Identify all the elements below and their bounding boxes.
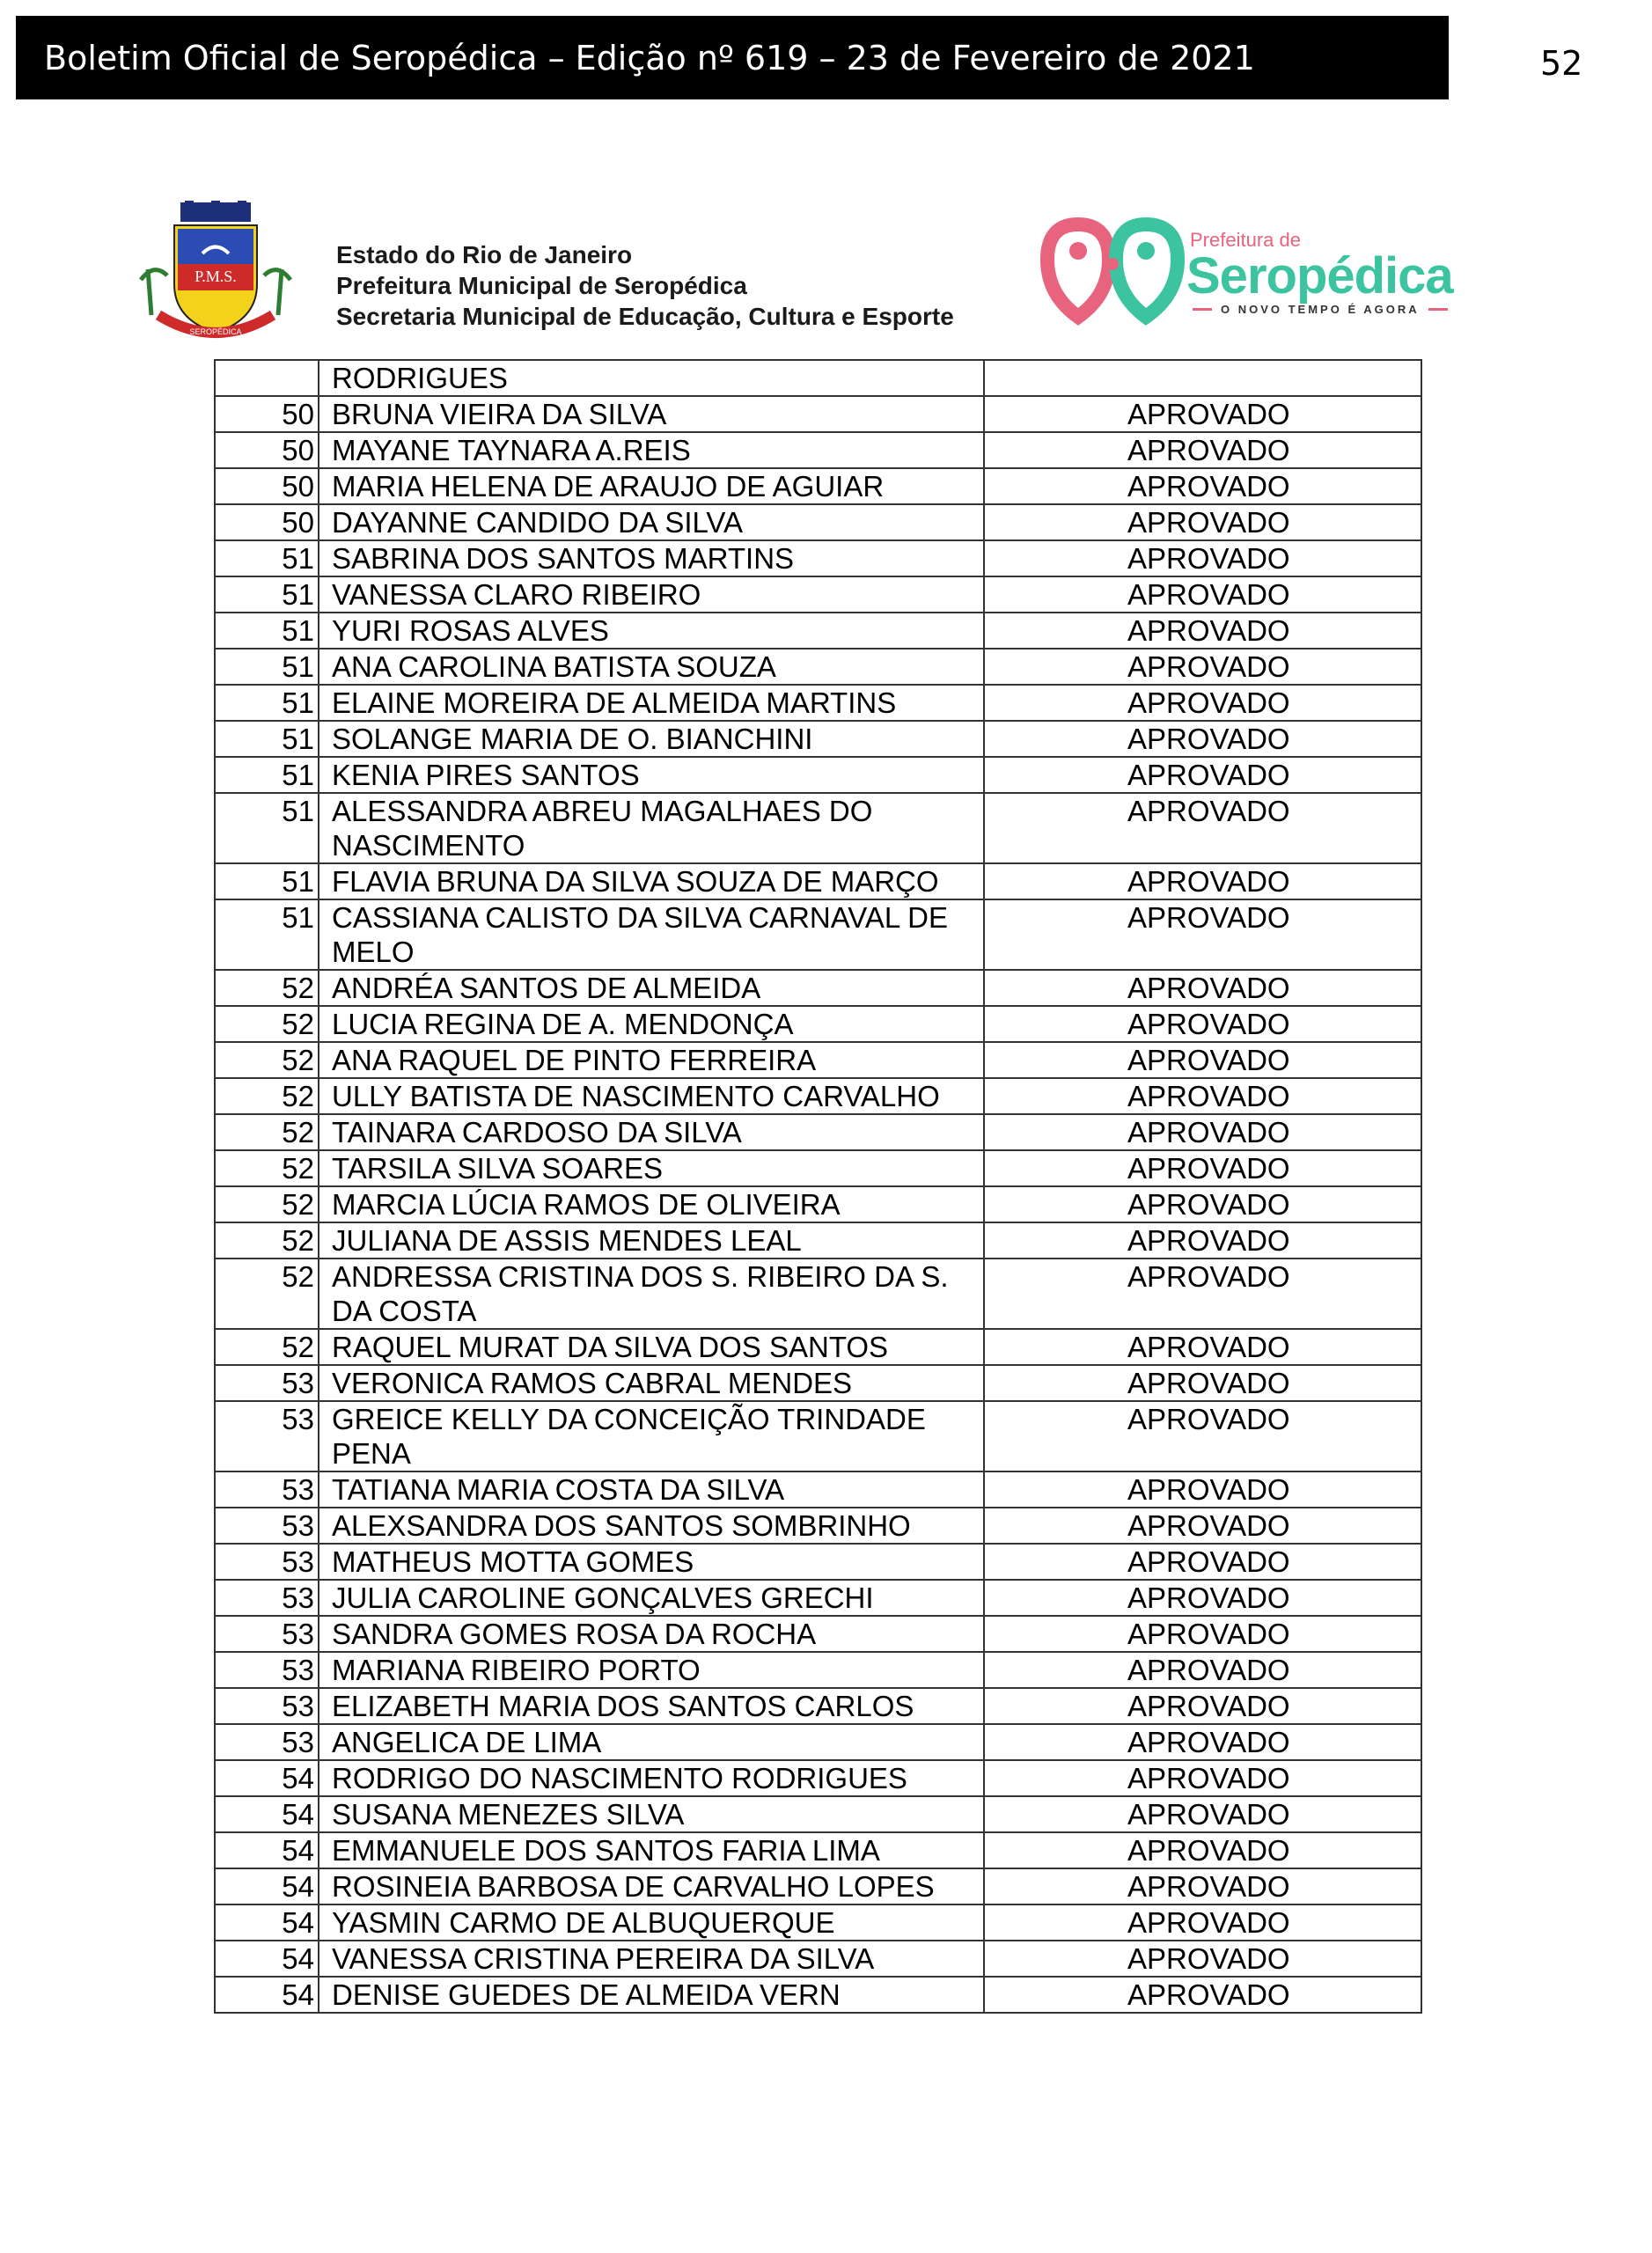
table-row <box>215 649 1421 685</box>
status-cell: APROVADO <box>984 504 1421 540</box>
table-row <box>215 504 1421 540</box>
candidate-name: FLAVIA BRUNA DA SILVA SOUZA DE MARÇO <box>319 863 984 899</box>
status-cell: APROVADO <box>984 1222 1421 1259</box>
status-cell: APROVADO <box>984 1544 1421 1580</box>
row-number: 53 <box>215 1365 319 1401</box>
candidate-name: SUSANA MENEZES SILVA <box>319 1796 984 1832</box>
crest-banner: SEROPÉDICA <box>189 327 242 336</box>
row-number <box>215 360 319 396</box>
row-number: 54 <box>215 1796 319 1832</box>
row-number: 52 <box>215 1150 319 1186</box>
row-number: 53 <box>215 1508 319 1544</box>
table-row <box>215 1796 1421 1832</box>
table-row <box>215 1941 1421 1977</box>
table-row <box>215 360 1421 396</box>
candidate-name: MATHEUS MOTTA GOMES <box>319 1544 984 1580</box>
status-cell: APROVADO <box>984 1006 1421 1042</box>
table-row <box>215 396 1421 432</box>
status-cell: APROVADO <box>984 1760 1421 1796</box>
status-cell: APROVADO <box>984 432 1421 468</box>
table-row <box>215 432 1421 468</box>
candidate-name: ANDRÉA SANTOS DE ALMEIDA <box>319 970 984 1006</box>
row-number: 54 <box>215 1941 319 1977</box>
table-row <box>215 793 1421 863</box>
table-row <box>215 1616 1421 1652</box>
status-cell: APROVADO <box>984 613 1421 649</box>
status-cell: APROVADO <box>984 721 1421 757</box>
candidate-name: ANDRESSA CRISTINA DOS S. RIBEIRO DA S. DA COSTA <box>319 1259 984 1329</box>
candidate-name: LUCIA REGINA DE A. MENDONÇA <box>319 1006 984 1042</box>
candidate-name: ANA CAROLINA BATISTA SOUZA <box>319 649 984 685</box>
status-cell: APROVADO <box>984 396 1421 432</box>
row-number: 51 <box>215 863 319 899</box>
table-row <box>215 1401 1421 1471</box>
candidate-name: RODRIGO DO NASCIMENTO RODRIGUES <box>319 1760 984 1796</box>
status-cell: APROVADO <box>984 1186 1421 1222</box>
candidate-name: ANA RAQUEL DE PINTO FERREIRA <box>319 1042 984 1078</box>
table-row <box>215 1904 1421 1941</box>
candidate-name: BRUNA VIEIRA DA SILVA <box>319 396 984 432</box>
table-row <box>215 1832 1421 1868</box>
status-cell: APROVADO <box>984 1042 1421 1078</box>
status-cell: APROVADO <box>984 540 1421 576</box>
candidate-name: ELAINE MOREIRA DE ALMEIDA MARTINS <box>319 685 984 721</box>
candidate-name: MAYANE TAYNARA A.REIS <box>319 432 984 468</box>
table-row <box>215 540 1421 576</box>
row-number: 51 <box>215 540 319 576</box>
bulletin-title: Boletim Oficial de Seropédica – Edição nº 619 – 23 de Fevereiro de 2021 <box>44 38 1255 77</box>
table-row <box>215 1471 1421 1508</box>
logo-slogan-text: O NOVO TEMPO É AGORA <box>1221 303 1420 316</box>
table-row <box>215 1329 1421 1365</box>
org-secretaria: Secretaria Municipal de Educação, Cultura e Esporte <box>336 303 954 330</box>
candidate-name: SABRINA DOS SANTOS MARTINS <box>319 540 984 576</box>
table-row <box>215 1365 1421 1401</box>
status-cell: APROVADO <box>984 685 1421 721</box>
status-cell: APROVADO <box>984 899 1421 970</box>
status-cell: APROVADO <box>984 757 1421 793</box>
row-number: 52 <box>215 1042 319 1078</box>
row-number: 53 <box>215 1580 319 1616</box>
status-cell: APROVADO <box>984 576 1421 613</box>
table-row <box>215 1150 1421 1186</box>
status-cell: APROVADO <box>984 649 1421 685</box>
table-row <box>215 721 1421 757</box>
row-number: 53 <box>215 1401 319 1471</box>
status-cell: APROVADO <box>984 468 1421 504</box>
candidate-name: RODRIGUES <box>319 360 984 396</box>
table-row <box>215 1078 1421 1114</box>
candidate-name: ALESSANDRA ABREU MAGALHAES DO NASCIMENTO <box>319 793 984 863</box>
row-number: 52 <box>215 970 319 1006</box>
row-number: 52 <box>215 1329 319 1365</box>
row-number: 50 <box>215 468 319 504</box>
candidate-name: VERONICA RAMOS CABRAL MENDES <box>319 1365 984 1401</box>
status-cell: APROVADO <box>984 1471 1421 1508</box>
row-number: 51 <box>215 793 319 863</box>
table-row <box>215 1114 1421 1150</box>
candidate-name: ELIZABETH MARIA DOS SANTOS CARLOS <box>319 1688 984 1724</box>
candidate-name: MARIA HELENA DE ARAUJO DE AGUIAR <box>319 468 984 504</box>
logo-slogan <box>1193 303 1448 316</box>
row-number: 53 <box>215 1688 319 1724</box>
table-row <box>215 1042 1421 1078</box>
status-cell: APROVADO <box>984 1078 1421 1114</box>
table-row <box>215 1508 1421 1544</box>
row-number: 53 <box>215 1652 319 1688</box>
candidate-name: ANGELICA DE LIMA <box>319 1724 984 1760</box>
prefeitura-logo-icon <box>1039 216 1188 326</box>
table-row <box>215 576 1421 613</box>
candidate-name: JULIANA DE ASSIS MENDES LEAL <box>319 1222 984 1259</box>
table-row <box>215 1688 1421 1724</box>
logo-seropedica: Seropédica <box>1186 247 1453 305</box>
status-cell: APROVADO <box>984 1832 1421 1868</box>
status-cell: APROVADO <box>984 1868 1421 1904</box>
candidate-name: VANESSA CRISTINA PEREIRA DA SILVA <box>319 1941 984 1977</box>
row-number: 51 <box>215 576 319 613</box>
status-cell: APROVADO <box>984 1616 1421 1652</box>
logo-prefeitura-de: Prefeitura de <box>1190 229 1301 251</box>
row-number: 53 <box>215 1471 319 1508</box>
row-number: 51 <box>215 721 319 757</box>
row-number: 50 <box>215 432 319 468</box>
row-number: 53 <box>215 1616 319 1652</box>
org-prefeitura: Prefeitura Municipal de Seropédica <box>336 272 747 299</box>
table-row <box>215 757 1421 793</box>
row-number: 52 <box>215 1078 319 1114</box>
status-cell: APROVADO <box>984 1977 1421 2013</box>
table-row <box>215 970 1421 1006</box>
table-row <box>215 1652 1421 1688</box>
bulletin-header-bar <box>16 16 1449 99</box>
candidate-name: YURI ROSAS ALVES <box>319 613 984 649</box>
status-cell: APROVADO <box>984 793 1421 863</box>
status-cell: APROVADO <box>984 1365 1421 1401</box>
candidate-name: YASMIN CARMO DE ALBUQUERQUE <box>319 1904 984 1941</box>
table-row <box>215 1977 1421 2013</box>
row-number: 51 <box>215 899 319 970</box>
status-cell: APROVADO <box>984 1796 1421 1832</box>
candidate-name: RAQUEL MURAT DA SILVA DOS SANTOS <box>319 1329 984 1365</box>
status-cell: APROVADO <box>984 1259 1421 1329</box>
status-cell: APROVADO <box>984 1688 1421 1724</box>
table-row <box>215 1006 1421 1042</box>
candidate-name: MARCIA LÚCIA RAMOS DE OLIVEIRA <box>319 1186 984 1222</box>
row-number: 54 <box>215 1760 319 1796</box>
row-number: 52 <box>215 1259 319 1329</box>
table-row <box>215 1544 1421 1580</box>
row-number: 52 <box>215 1186 319 1222</box>
table-row <box>215 1868 1421 1904</box>
row-number: 54 <box>215 1904 319 1941</box>
municipal-crest-icon <box>132 201 299 350</box>
status-cell: APROVADO <box>984 1150 1421 1186</box>
row-number: 53 <box>215 1544 319 1580</box>
table-row <box>215 468 1421 504</box>
table-row <box>215 1186 1421 1222</box>
status-cell: APROVADO <box>984 1401 1421 1471</box>
row-number: 51 <box>215 685 319 721</box>
row-number: 54 <box>215 1832 319 1868</box>
candidate-name: SOLANGE MARIA DE O. BIANCHINI <box>319 721 984 757</box>
candidate-name: JULIA CAROLINE GONÇALVES GRECHI <box>319 1580 984 1616</box>
results-table <box>214 359 1422 2014</box>
row-number: 52 <box>215 1006 319 1042</box>
row-number: 52 <box>215 1222 319 1259</box>
row-number: 54 <box>215 1868 319 1904</box>
table-row <box>215 685 1421 721</box>
page-number: 52 <box>1540 44 1583 83</box>
candidate-name: DENISE GUEDES DE ALMEIDA VERN <box>319 1977 984 2013</box>
candidate-name: TARSILA SILVA SOARES <box>319 1150 984 1186</box>
candidate-name: ROSINEIA BARBOSA DE CARVALHO LOPES <box>319 1868 984 1904</box>
table-row <box>215 899 1421 970</box>
candidate-name: MARIANA RIBEIRO PORTO <box>319 1652 984 1688</box>
table-row <box>215 1760 1421 1796</box>
table-row <box>215 1222 1421 1259</box>
status-cell: APROVADO <box>984 1652 1421 1688</box>
status-cell: APROVADO <box>984 970 1421 1006</box>
row-number: 52 <box>215 1114 319 1150</box>
status-cell: APROVADO <box>984 1580 1421 1616</box>
candidate-name: GREICE KELLY DA CONCEIÇÃO TRINDADE PENA <box>319 1401 984 1471</box>
row-number: 50 <box>215 396 319 432</box>
status-cell: APROVADO <box>984 1941 1421 1977</box>
candidate-name: ALEXSANDRA DOS SANTOS SOMBRINHO <box>319 1508 984 1544</box>
table-row <box>215 1580 1421 1616</box>
status-cell <box>984 360 1421 396</box>
status-cell: APROVADO <box>984 1904 1421 1941</box>
table-row <box>215 863 1421 899</box>
status-cell: APROVADO <box>984 1114 1421 1150</box>
candidate-name: DAYANNE CANDIDO DA SILVA <box>319 504 984 540</box>
candidate-name: SANDRA GOMES ROSA DA ROCHA <box>319 1616 984 1652</box>
status-cell: APROVADO <box>984 863 1421 899</box>
table-row <box>215 1724 1421 1760</box>
crest-label: P.M.S. <box>195 268 237 285</box>
row-number: 50 <box>215 504 319 540</box>
status-cell: APROVADO <box>984 1329 1421 1365</box>
status-cell: APROVADO <box>984 1724 1421 1760</box>
table-row <box>215 613 1421 649</box>
candidate-name: TATIANA MARIA COSTA DA SILVA <box>319 1471 984 1508</box>
row-number: 51 <box>215 757 319 793</box>
row-number: 54 <box>215 1977 319 2013</box>
candidate-name: ULLY BATISTA DE NASCIMENTO CARVALHO <box>319 1078 984 1114</box>
candidate-name: TAINARA CARDOSO DA SILVA <box>319 1114 984 1150</box>
candidate-name: EMMANUELE DOS SANTOS FARIA LIMA <box>319 1832 984 1868</box>
row-number: 53 <box>215 1724 319 1760</box>
organization-heading <box>336 239 954 332</box>
row-number: 51 <box>215 613 319 649</box>
table-row <box>215 1259 1421 1329</box>
status-cell: APROVADO <box>984 1508 1421 1544</box>
candidate-name: VANESSA CLARO RIBEIRO <box>319 576 984 613</box>
candidate-name: CASSIANA CALISTO DA SILVA CARNAVAL DE MELO <box>319 899 984 970</box>
candidate-name: KENIA PIRES SANTOS <box>319 757 984 793</box>
org-state: Estado do Rio de Janeiro <box>336 241 633 268</box>
row-number: 51 <box>215 649 319 685</box>
